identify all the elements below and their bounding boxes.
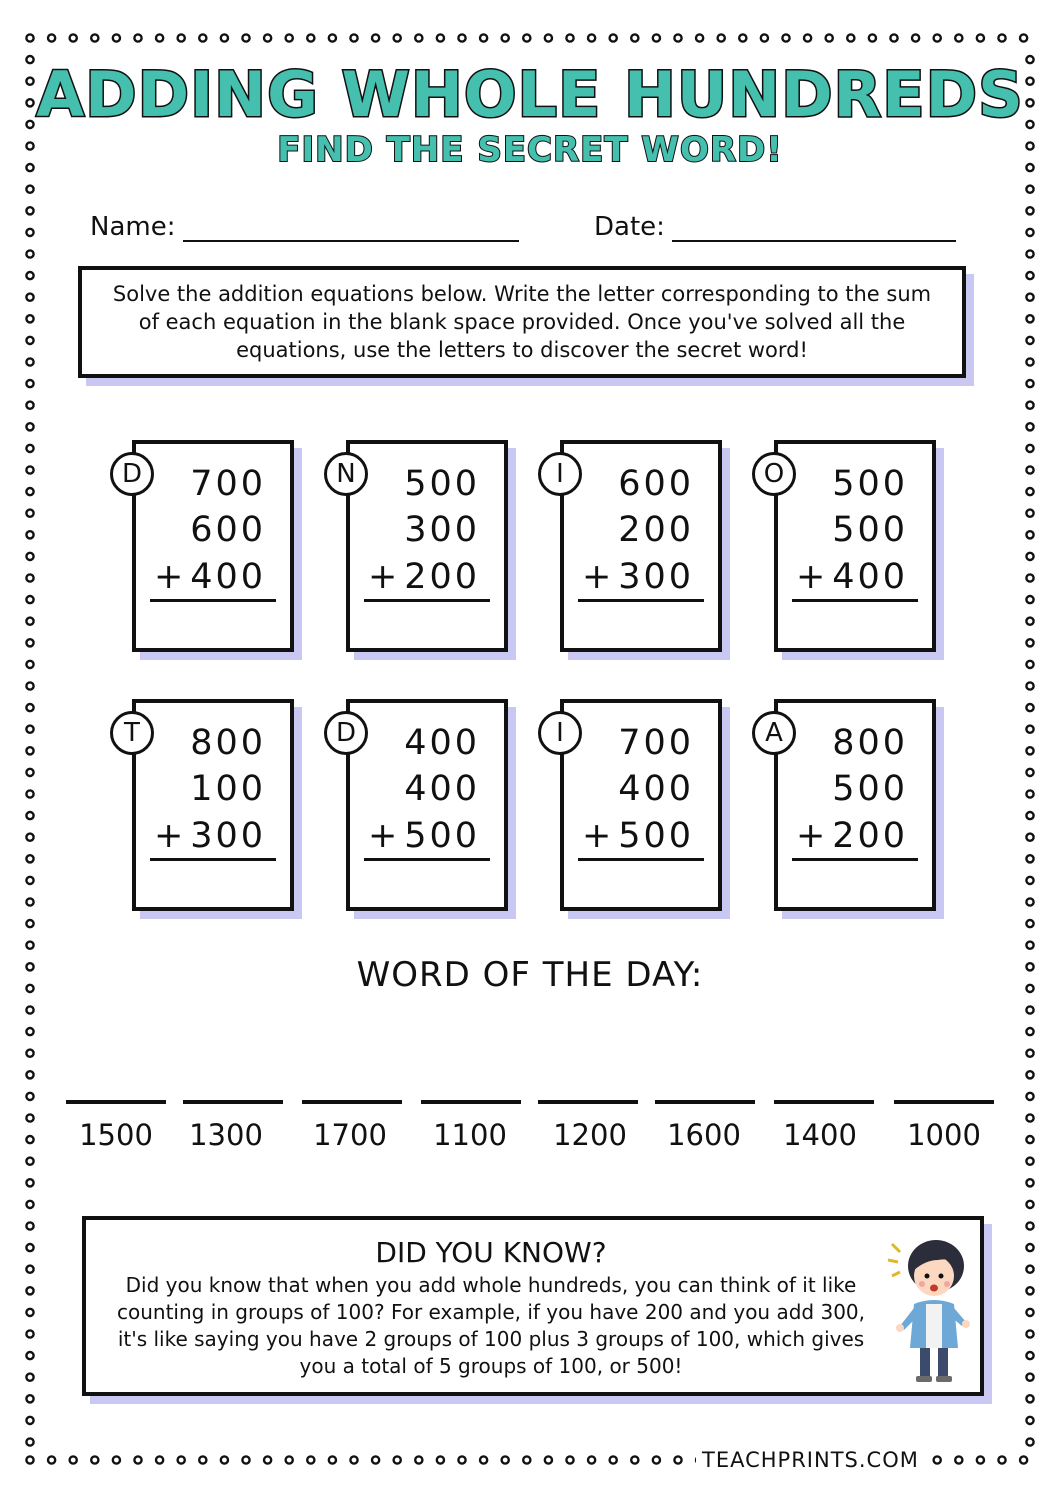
border-dot [1026,1352,1033,1359]
border-dot [1026,272,1033,279]
border-dot [242,1456,249,1463]
addend-3: 500 [618,816,694,856]
border-dot [26,1244,33,1251]
border-dot [1026,1309,1033,1316]
footer-site: TEACHPRINTS.COM [696,1448,925,1472]
border-dot [739,34,746,41]
addend-1: 800 [832,723,908,763]
border-dot [26,1093,33,1100]
border-dot [1026,445,1033,452]
border-dot [242,34,249,41]
letter-circle: A [752,711,796,755]
blank-label: 1700 [313,1118,387,1152]
answer-blank[interactable] [421,1100,521,1104]
border-dot [26,769,33,776]
border-dot [48,1456,55,1463]
border-dot [26,1352,33,1359]
border-dot [26,1309,33,1316]
problem-card[interactable] [556,440,722,652]
border-dot [1026,294,1033,301]
border-dot [1026,1006,1033,1013]
addend-3: 400 [190,557,266,597]
border-dot [1026,1201,1033,1208]
addend-1: 400 [404,723,480,763]
border-dot [1026,1093,1033,1100]
border-dot [26,553,33,560]
addend-3: 400 [832,557,908,597]
border-dot [26,1201,33,1208]
answer-blank[interactable] [183,1100,283,1104]
answer-blank[interactable] [894,1100,994,1104]
border-dot [199,1456,206,1463]
border-dot [437,1456,444,1463]
addend-2: 400 [404,769,480,809]
blank-label: 1100 [433,1118,507,1152]
border-dot [588,34,595,41]
addend-1: 800 [190,723,266,763]
blank-label: 1400 [783,1118,857,1152]
border-dot [48,34,55,41]
border-dot [26,229,33,236]
addend-1: 500 [832,464,908,504]
border-dot [1026,186,1033,193]
border-dot [1026,207,1033,214]
border-dot [998,1456,1005,1463]
border-dot [998,34,1005,41]
letter-circle: T [110,711,154,755]
border-dot [977,1456,984,1463]
border-dot [1026,337,1033,344]
border-dot [1026,920,1033,927]
border-dot [134,34,141,41]
addend-1: 700 [618,723,694,763]
letter-circle: D [110,452,154,496]
border-dot [1026,596,1033,603]
border-dot [1026,661,1033,668]
word-of-the-day-heading: WORD OF THE DAY: [356,955,704,995]
border-dot [890,34,897,41]
blank-label: 1500 [79,1118,153,1152]
border-dot [394,34,401,41]
problem-card[interactable] [335,699,508,911]
border-dot [1026,1028,1033,1035]
border-dot [977,34,984,41]
border-dot [804,34,811,41]
plus-sign: + [154,816,184,856]
border-dot [26,726,33,733]
border-dot [26,1395,33,1402]
border-dot [1026,1287,1033,1294]
border-dot [26,1438,33,1445]
border-dot [26,596,33,603]
border-dot [1026,877,1033,884]
border-dot [26,1071,33,1078]
addend-2: 100 [190,769,266,809]
border-dot [1026,855,1033,862]
border-dot [264,1456,271,1463]
border-dot [1026,1179,1033,1186]
border-dot [26,618,33,625]
border-dot [264,34,271,41]
border-dot [631,1456,638,1463]
addend-3: 200 [832,816,908,856]
border-dot [653,34,660,41]
border-dot [26,294,33,301]
letter-circle: D [324,711,368,755]
border-dot [26,1287,33,1294]
border-dot [1026,1136,1033,1143]
border-dot [372,34,379,41]
border-dot [26,855,33,862]
border-dot [221,1456,228,1463]
border-dot [26,272,33,279]
border-dot [26,445,33,452]
plus-sign: + [582,557,612,597]
answer-blank[interactable] [538,1100,638,1104]
instructions-box [78,266,966,378]
border-dot [70,34,77,41]
worksheet-title: ADDING WHOLE HUNDREDS [36,58,1024,131]
border-dot [26,812,33,819]
border-dot [26,402,33,409]
border-dot [1026,510,1033,517]
border-dot [1026,531,1033,538]
sum-line [150,599,276,602]
addend-2: 600 [190,510,266,550]
answer-blank[interactable] [302,1100,402,1104]
border-dot [955,34,962,41]
border-dot [1026,639,1033,646]
blank-label: 1300 [189,1118,263,1152]
border-dot [437,34,444,41]
plus-sign: + [582,816,612,856]
border-dot [1026,1374,1033,1381]
border-dot [26,207,33,214]
border-dot [566,34,573,41]
problem-card[interactable] [121,440,294,652]
border-dot [1026,1222,1033,1229]
border-dot [502,34,509,41]
sum-line [364,599,490,602]
addend-2: 300 [404,510,480,550]
sum-line [578,599,704,602]
blank-label: 1600 [667,1118,741,1152]
border-dot [523,1456,530,1463]
border-dot [653,1456,660,1463]
border-dot [156,34,163,41]
plus-sign: + [368,816,398,856]
border-dot [674,34,681,41]
did-you-know-text: Did you know that when you add whole hundreds, you can think of it like counting in groups of 100? For example, if you have 200 and you add 300, it's like saying you have 2 groups of 100 plus 3 groups of 100, which gives you a total of 5 groups of 100, or 500! [117,1273,865,1378]
border-dot [26,1266,33,1273]
border-dot [26,834,33,841]
name-field[interactable] [183,240,519,242]
border-dot [1026,898,1033,905]
date-label: Date: [594,212,665,242]
border-dot [1026,380,1033,387]
border-dot [631,34,638,41]
border-dot [523,34,530,41]
border-dot [610,1456,617,1463]
border-dot [26,747,33,754]
did-you-know-box [82,1216,984,1396]
border-dot [26,1456,33,1463]
border-dot [1026,553,1033,560]
border-dot [26,337,33,344]
border-dot [1026,1330,1033,1337]
border-dot [26,574,33,581]
border-dot [221,34,228,41]
border-dot [156,1456,163,1463]
border-dot [26,942,33,949]
border-dot [1026,747,1033,754]
border-dot [26,682,33,689]
border-dot [718,34,725,41]
border-dot [480,1456,487,1463]
border-dot [674,1456,681,1463]
problem-card[interactable] [124,699,294,911]
addend-3: 500 [404,816,480,856]
border-dot [1026,250,1033,257]
border-dot [566,1456,573,1463]
border-dot [26,531,33,538]
instructions-text: Solve the addition equations below. Write the letter corresponding to the sum of each equation in the blank space provided. Once you've solved all the equations, use the letters to discover the secret word! [112,282,932,362]
border-dot [26,661,33,668]
border-dot [458,1456,465,1463]
border-dot [26,898,33,905]
border-dot [26,250,33,257]
border-dot [934,34,941,41]
letter-circle: I [538,452,582,496]
border-dot [955,1456,962,1463]
border-dot [1026,790,1033,797]
border-dot [458,34,465,41]
addend-3: 300 [190,816,266,856]
border-dot [350,34,357,41]
did-you-know-title: DID YOU KNOW? [375,1236,607,1269]
plus-sign: + [796,557,826,597]
border-dot [26,1114,33,1121]
border-dot [26,186,33,193]
addend-1: 600 [618,464,694,504]
name-label: Name: [90,212,176,242]
border-dot [1026,466,1033,473]
date-field[interactable] [672,240,956,242]
border-dot [1026,682,1033,689]
border-dot [610,34,617,41]
border-dot [26,1374,33,1381]
border-dot [26,639,33,646]
border-dot [826,34,833,41]
border-dot [1020,1456,1027,1463]
addend-1: 500 [404,464,480,504]
border-dot [286,34,293,41]
addend-2: 500 [832,510,908,550]
problem-card[interactable] [556,699,722,911]
border-dot [26,423,33,430]
plus-sign: + [154,557,184,597]
border-dot [178,1456,185,1463]
problem-card[interactable] [336,440,508,652]
border-dot [1026,769,1033,776]
border-dot [1026,618,1033,625]
border-dot [26,920,33,927]
border-dot [26,380,33,387]
blank-label: 1000 [907,1118,981,1152]
worksheet-subtitle: FIND THE SECRET WORD! [277,130,783,170]
border-dot [307,1456,314,1463]
border-dot [1026,402,1033,409]
border-dot [91,34,98,41]
border-dot [26,1028,33,1035]
answer-blank[interactable] [66,1100,166,1104]
border-dot [588,1456,595,1463]
border-dot [26,1006,33,1013]
border-dot [847,34,854,41]
border-dot [26,358,33,365]
sum-line [364,858,490,861]
border-dot [26,1050,33,1057]
border-dot [1026,834,1033,841]
border-dot [26,790,33,797]
border-dot [329,1456,336,1463]
border-dot [26,1330,33,1337]
border-dot [1026,1266,1033,1273]
border-dot [1026,315,1033,322]
border-dot [1026,229,1033,236]
border-dot [91,1456,98,1463]
addend-3: 200 [404,557,480,597]
border-dot [26,704,33,711]
border-dot [26,1417,33,1424]
border-dot [1026,358,1033,365]
border-dot [134,1456,141,1463]
border-dot [761,34,768,41]
answer-blank[interactable] [774,1100,874,1104]
border-dot [286,1456,293,1463]
blank-label: 1200 [553,1118,627,1152]
plus-sign: + [368,557,398,597]
border-dot [26,1222,33,1229]
border-dot [372,1456,379,1463]
border-dot [415,34,422,41]
border-dot [502,1456,509,1463]
border-dot [934,1456,941,1463]
border-dot [545,34,552,41]
border-dot [1026,1158,1033,1165]
border-dot [70,1456,77,1463]
border-dot [1020,34,1027,41]
border-dot [26,1179,33,1186]
border-dot [1026,1244,1033,1251]
border-dot [113,1456,120,1463]
border-dot [415,1456,422,1463]
sum-line [792,599,918,602]
border-dot [869,34,876,41]
border-dot [394,1456,401,1463]
border-dot [350,1456,357,1463]
border-dot [26,1136,33,1143]
border-dot [1026,726,1033,733]
letter-circle: I [538,711,582,755]
cartoon-kid-illustration [886,1230,972,1390]
plus-sign: + [796,816,826,856]
sum-line [150,858,276,861]
addend-2: 400 [618,769,694,809]
border-dot [480,34,487,41]
border-dot [1026,812,1033,819]
sum-line [792,858,918,861]
border-dot [1026,488,1033,495]
border-dot [1026,1071,1033,1078]
border-dot [26,34,33,41]
answer-blank[interactable] [655,1100,755,1104]
border-dot [545,1456,552,1463]
letter-circle: O [752,452,796,496]
border-dot [1026,704,1033,711]
border-dot [178,34,185,41]
border-dot [1026,1417,1033,1424]
border-dot [1026,1395,1033,1402]
border-dot [329,34,336,41]
border-dot [1026,1050,1033,1057]
border-dot [113,34,120,41]
border-dot [199,34,206,41]
addend-2: 200 [618,510,694,550]
border-dot [1026,574,1033,581]
problem-card[interactable] [763,440,936,652]
letter-circle: N [324,452,368,496]
border-dot [912,34,919,41]
border-dot [696,34,703,41]
border-dot [26,1158,33,1165]
border-dot [26,315,33,322]
addend-2: 500 [832,769,908,809]
addend-1: 700 [190,464,266,504]
border-dot [1026,423,1033,430]
sum-line [578,858,704,861]
border-dot [782,34,789,41]
border-dot [26,877,33,884]
border-dot [26,510,33,517]
problem-card[interactable] [765,699,936,911]
border-dot [307,34,314,41]
border-dot [1026,1438,1033,1445]
border-dot [26,466,33,473]
addend-3: 300 [618,557,694,597]
border-dot [1026,942,1033,949]
border-dot [1026,1114,1033,1121]
border-dot [26,488,33,495]
